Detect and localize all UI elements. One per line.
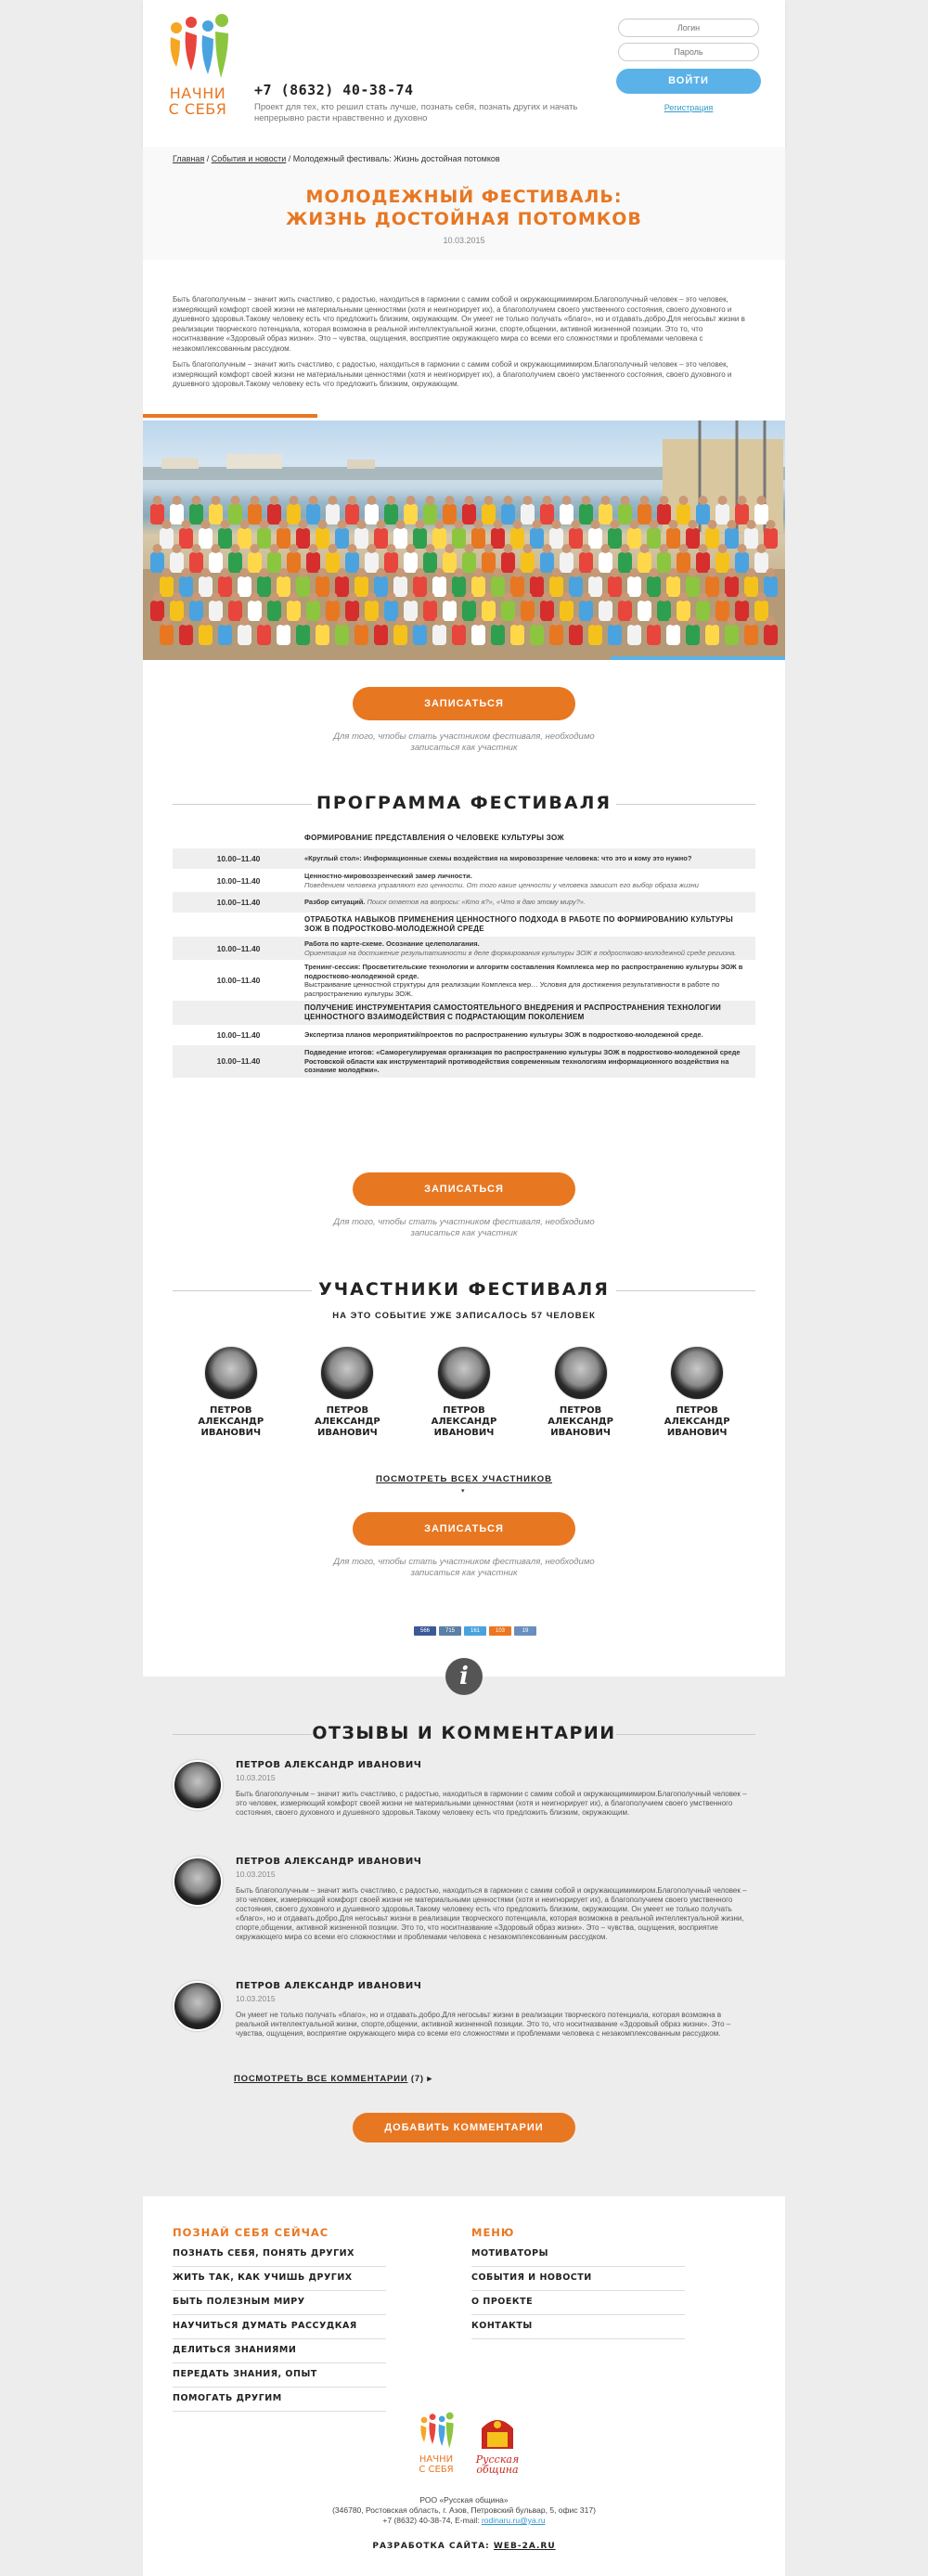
participants-title: УЧАСТНИКИ ФЕСТИВАЛЯ bbox=[318, 1279, 610, 1300]
comment-text: Быть благополучным – значит жить счастливо, с радостью, находиться в гармонии с самим собой и окружающимимиром.Благополучный человек – это человек, измеряющий комфорт своей жизни не материальными ценностями (хотя и неигнорирует их), а благополучием своего умственного состояния, своего духовного и душевного здоровья.Такому человеку есть что предложить близким, окружающим. bbox=[236, 1790, 747, 1817]
breadcrumb-current: Молодежный фестиваль: Жизнь достойная потомков bbox=[292, 154, 500, 163]
program-row bbox=[173, 937, 755, 960]
footer-dev-label: РАЗРАБОТКА САЙТА: bbox=[372, 2542, 494, 2551]
program-item-title: Работа по карте-схеме. Осознание целеполагания. bbox=[304, 939, 480, 948]
avatar[interactable] bbox=[173, 1857, 223, 1907]
comment-date: 10.03.2015 bbox=[236, 1773, 276, 1782]
breadcrumb-sep: / bbox=[286, 154, 293, 163]
participants-list bbox=[173, 1346, 755, 1439]
avatar bbox=[670, 1346, 724, 1400]
program-time: 10.00–11.40 bbox=[216, 1030, 261, 1040]
article-main bbox=[143, 260, 785, 1676]
footer-logo-text2: С СЕБЯ bbox=[419, 2465, 454, 2475]
see-all-participants-link[interactable]: ПОСМОТРЕТЬ ВСЕХ УЧАСТНИКОВ bbox=[375, 1474, 553, 1484]
footer-address-line: (346780, Ростовская область, г. Азов, Петровский бульвар, 5, офис 317) bbox=[332, 2505, 596, 2515]
header-slogan: Проект для тех, кто решил стать лучше, познать себя, познать других и начать непрерывно расти нравственно и духовно bbox=[254, 102, 578, 123]
footer-link[interactable]: НАУЧИТЬСЯ ДУМАТЬ РАССУДКАЯ bbox=[173, 2315, 386, 2339]
program-description bbox=[304, 939, 741, 957]
avatar[interactable] bbox=[173, 1981, 223, 2031]
footer-contacts bbox=[143, 2516, 785, 2526]
program-time: 10.00–11.40 bbox=[216, 898, 261, 907]
program-description bbox=[304, 1030, 709, 1040]
program-item-title: ФОРМИРОВАНИЕ ПРЕДСТАВЛЕНИЯ О ЧЕЛОВЕКЕ КУЛЬТУРЫ ЗОЖ bbox=[304, 834, 564, 842]
signup-button-3[interactable]: ЗАПИСАТЬСЯ bbox=[353, 1512, 575, 1546]
info-icon: i bbox=[445, 1658, 483, 1695]
breadcrumb-sep: / bbox=[204, 154, 212, 163]
footer-right-title: МЕНЮ bbox=[471, 2226, 515, 2239]
participant-name: ПЕТРОВ АЛЕКСАНДР ИВАНОВИЧ bbox=[664, 1405, 730, 1438]
share-button[interactable]: 566 bbox=[414, 1626, 436, 1636]
avatar[interactable] bbox=[173, 1760, 223, 1810]
footer-phone: +7 (8632) 40-38-74, E-mail: bbox=[382, 2516, 482, 2525]
program-item-desc: Поиск ответов на вопросы: «Кто я?», «Что я даю этому миру?». bbox=[367, 898, 586, 907]
program-item-desc: Поведением человека управляют его ценности. От того какие ценности у человека зависит его выбор образа жизни bbox=[304, 880, 699, 889]
program-time: 10.00–11.40 bbox=[216, 976, 261, 985]
program-item-title: Разбор ситуаций. bbox=[304, 898, 366, 907]
comments-count: (7) ▸ bbox=[410, 2074, 432, 2084]
russkaya-obshchina-emblem-icon bbox=[474, 2412, 521, 2453]
participant-name: ПЕТРОВ АЛЕКСАНДР ИВАНОВИЧ bbox=[431, 1405, 497, 1438]
photo-accent-bar bbox=[143, 414, 317, 418]
program-row bbox=[173, 960, 755, 1001]
participant-card[interactable] bbox=[651, 1346, 743, 1439]
footer-link[interactable]: О ПРОЕКТЕ bbox=[471, 2291, 685, 2315]
footer-left-links bbox=[173, 2243, 386, 2412]
avatar bbox=[204, 1346, 258, 1400]
footer-developer bbox=[143, 2542, 785, 2551]
comment-author[interactable]: ПЕТРОВ АЛЕКСАНДР ИВАНОВИЧ bbox=[236, 1760, 422, 1770]
login-button[interactable]: ВОЙТИ bbox=[616, 69, 761, 94]
comment-date: 10.03.2015 bbox=[236, 1870, 276, 1879]
site-footer bbox=[143, 2196, 785, 2576]
footer-right-links bbox=[471, 2243, 685, 2339]
avatar bbox=[437, 1346, 491, 1400]
signup-note-3 bbox=[301, 1557, 627, 1579]
logo-text-line2: С СЕБЯ bbox=[168, 100, 227, 118]
program-section-header bbox=[173, 1001, 755, 1025]
participant-card[interactable] bbox=[418, 1346, 510, 1439]
program-row bbox=[173, 1045, 755, 1078]
signup-note-line1: Для того, чтобы стать участником фестиваля, необходимо bbox=[333, 1557, 595, 1567]
page-title bbox=[143, 186, 785, 230]
program-time: 10.00–11.40 bbox=[216, 854, 261, 863]
program-item-title: Ценностно-мировоззренческий замер личности. bbox=[304, 872, 472, 880]
signup-button[interactable]: ЗАПИСАТЬСЯ bbox=[353, 687, 575, 720]
footer-dev-link[interactable]: WEB-2A.RU bbox=[493, 2542, 556, 2551]
program-description bbox=[304, 963, 755, 998]
see-all-comments-label[interactable]: ПОСМОТРЕТЬ ВСЕ КОММЕНТАРИИ bbox=[234, 2074, 408, 2084]
program-time: 10.00–11.40 bbox=[216, 875, 261, 886]
footer-link[interactable]: ЖИТЬ ТАК, КАК УЧИШЬ ДРУГИХ bbox=[173, 2267, 386, 2291]
program-row bbox=[173, 848, 755, 869]
participant-name: ПЕТРОВ АЛЕКСАНДР ИВАНОВИЧ bbox=[198, 1405, 264, 1438]
share-button[interactable]: 19 bbox=[514, 1626, 536, 1636]
program-description bbox=[304, 854, 697, 863]
program-row bbox=[173, 892, 755, 913]
breadcrumb bbox=[173, 154, 500, 163]
footer-link[interactable]: МОТИВАТОРЫ bbox=[471, 2243, 685, 2267]
comment-item bbox=[173, 1760, 755, 1818]
program-description bbox=[304, 1048, 755, 1075]
social-share-bar bbox=[414, 1626, 536, 1636]
program-title: ПРОГРАММА ФЕСТИВАЛЯ bbox=[316, 793, 612, 813]
share-button[interactable]: 103 bbox=[489, 1626, 511, 1636]
program-item-title: Тренинг-сессия: Просветительские технологии и алгоритм составления Комплекса мер по распространению культуры ЗОЖ в подростково-молодежной среде. bbox=[304, 963, 743, 980]
chevron-down-icon: ▾ bbox=[461, 1488, 465, 1495]
header-phone[interactable]: +7 (8632) 40-38-74 bbox=[254, 82, 414, 98]
program-section-header bbox=[173, 828, 755, 848]
comment-item bbox=[173, 1857, 755, 1942]
program-item-title: ОТРАБОТКА НАВЫКОВ ПРИМЕНЕНИЯ ЦЕННОСТНОГО ПОДХОДА В РАБОТЕ ПО ФОРМИРОВАНИЮ КУЛЬТУРЫ ЗОЖ В ПОДРОСТКОВО-МОЛОДЕЖНОЙ СРЕДЕ bbox=[304, 915, 734, 933]
article-date: 10.03.2015 bbox=[443, 236, 485, 245]
program-time: 10.00–11.40 bbox=[216, 1056, 261, 1067]
program-item-title: Подведение итогов: «Саморегулируемая организация по распространению культуры ЗОЖ в подростково-молодежной среде Ростовской области как инструментарий противодействия современным технологиям информационного воздействия на сознание молодёжи». bbox=[304, 1048, 741, 1074]
participant-card[interactable] bbox=[301, 1346, 393, 1439]
festival-group-photo bbox=[143, 421, 785, 660]
footer-logo2-text1: Русская bbox=[475, 2453, 520, 2466]
comment-body bbox=[236, 1857, 755, 1942]
logo-figures-icon bbox=[416, 2412, 457, 2453]
program-description bbox=[304, 834, 570, 843]
participant-name: ПЕТРОВ АЛЕКСАНДР ИВАНОВИЧ bbox=[548, 1405, 613, 1438]
signup-note-line1: Для того, чтобы стать участником фестиваля, необходимо bbox=[333, 1217, 595, 1227]
signup-note-2 bbox=[301, 1217, 627, 1239]
footer-link[interactable]: ДЕЛИТЬСЯ ЗНАНИЯМИ bbox=[173, 2339, 386, 2363]
logo-text-line1: НАЧНИ bbox=[169, 84, 226, 102]
article-paragraph-2: Быть благополучным – значит жить счастливо, с радостью, находиться в гармонии с самим собой и окружающимимиром.Благополучный человек – это человек, измеряющий комфорт своей жизни не материальными ценностями (хотя и неигнорирует их), а благополучием своего умственного состояния, своего духовного и душевного здоровья.Такому человеку есть что предложить близким, окружающим. bbox=[173, 360, 732, 388]
participant-card[interactable] bbox=[535, 1346, 627, 1439]
program-item-title: ПОЛУЧЕНИЕ ИНСТРУМЕНТАРИЯ САМОСТОЯТЕЛЬНОГО ВНЕДРЕНИЯ И РАСПРОСТРАНЕНИЯ ТЕХНОЛОГИИ ЦЕННОСТНОГО ВЗАИМОДЕЙСТВИЯ С ПОДРАСТАЮЩИМ ПОКОЛЕНИЕМ bbox=[304, 1003, 722, 1021]
footer-logo2-text2: община bbox=[476, 2464, 519, 2476]
footer-email-link[interactable]: rodinaru.ru@ya.ru bbox=[481, 2516, 546, 2525]
program-item-title: Экспертиза планов мероприятий/проектов по распространению культуры ЗОЖ в подростково-молодежной среде. bbox=[304, 1030, 703, 1040]
add-comment-button[interactable]: ДОБАВИТЬ КОММЕНТАРИИ bbox=[353, 2113, 575, 2142]
program-description bbox=[304, 915, 755, 934]
avatar bbox=[554, 1346, 608, 1400]
comments-title: ОТЗЫВЫ И КОММЕНТАРИИ bbox=[312, 1723, 616, 1743]
program-item-desc: Выстраивание ценностной структуры для реализации Комплекса мер… Условия для достижения результативности в работе по распространению культуры ЗОЖ. bbox=[304, 980, 720, 998]
footer-link[interactable]: ПЕРЕДАТЬ ЗНАНИЯ, ОПЫТ bbox=[173, 2363, 386, 2388]
share-button[interactable]: 161 bbox=[464, 1626, 486, 1636]
program-table bbox=[173, 828, 755, 1078]
participant-card[interactable] bbox=[185, 1346, 277, 1439]
program-item-title: «Круглый стол»: Информационные схемы воздействия на мировоззрение человека: что это и кому это нужно? bbox=[304, 854, 692, 863]
program-row bbox=[173, 869, 755, 892]
site-header bbox=[143, 0, 785, 147]
footer-link[interactable]: ПОЗНАТЬ СЕБЯ, ПОНЯТЬ ДРУГИХ bbox=[173, 2243, 386, 2267]
share-button[interactable]: 715 bbox=[439, 1626, 461, 1636]
page-title-line2: ЖИЗНЬ ДОСТОЙНАЯ ПОТОМКОВ bbox=[286, 209, 642, 229]
page-title-line1: МОЛОДЕЖНЫЙ ФЕСТИВАЛЬ: bbox=[305, 187, 623, 207]
program-time: 10.00–11.40 bbox=[216, 943, 261, 953]
program-item-desc: Ориентация на достижение результативности в деле формирования культуры ЗОЖ в подростково-молодежной среде региона. bbox=[304, 948, 737, 957]
breadcrumb-home[interactable]: Главная bbox=[173, 154, 205, 163]
signup-button-2[interactable]: ЗАПИСАТЬСЯ bbox=[353, 1172, 575, 1206]
comment-date: 10.03.2015 bbox=[236, 1994, 276, 2003]
footer-left-title: ПОЗНАЙ СЕБЯ СЕЙЧАС bbox=[173, 2226, 329, 2239]
signup-note-line2: записаться как участник bbox=[410, 1228, 518, 1238]
login-form bbox=[616, 19, 761, 112]
footer-logo-nachni[interactable] bbox=[414, 2412, 458, 2475]
footer-link[interactable]: СОБЫТИЯ И НОВОСТИ bbox=[471, 2267, 685, 2291]
login-input[interactable] bbox=[618, 19, 759, 37]
program-row bbox=[173, 1025, 755, 1045]
footer-link[interactable]: КОНТАКТЫ bbox=[471, 2315, 685, 2339]
breadcrumb-events[interactable]: События и новости bbox=[211, 154, 287, 163]
participants-count: НА ЭТО СОБЫТИЕ УЖЕ ЗАПИСАЛОСЬ 57 ЧЕЛОВЕК bbox=[332, 1311, 596, 1321]
comment-text: Быть благополучным – значит жить счастливо, с радостью, находиться в гармонии с самим собой и окружающимимиром.Благополучный человек – это человек, измеряющий комфорт своей жизни не материальными ценностями (хотя и неигнорирует их), а благополучием своего умственного состояния, своего духовного и душевного здоровья.Такому человеку есть что предложить близким, окружающим. Он умеет не только получать «благо», но и отдавать.добро.Для негосьвьт жизни в реализации творческого потенциала, которая возможна в реальной интеллектуальной жизни, спорте,общении, активной жизненной позиции. Это то, что носитназвание «Здоровый образ жизни». Это – чувства, ощущения, восприятие окружающего мира со всеми его сложностями и проблемами человека с незакомплексованным рассудком. bbox=[236, 1886, 747, 1941]
footer-logos bbox=[414, 2412, 525, 2475]
footer-logo-russkaya-obshchina[interactable] bbox=[470, 2412, 525, 2475]
footer-address bbox=[143, 2495, 785, 2526]
program-description bbox=[304, 1003, 755, 1022]
photo-accent-bar-blue bbox=[611, 656, 785, 660]
program-section-header bbox=[173, 913, 755, 937]
footer-link[interactable]: ПОМОГАТЬ ДРУГИМ bbox=[173, 2388, 386, 2412]
participant-name: ПЕТРОВ АЛЕКСАНДР ИВАНОВИЧ bbox=[315, 1405, 380, 1438]
footer-link[interactable]: БЫТЬ ПОЛЕЗНЫМ МИРУ bbox=[173, 2291, 386, 2315]
comment-author[interactable]: ПЕТРОВ АЛЕКСАНДР ИВАНОВИЧ bbox=[236, 1857, 422, 1867]
comment-author[interactable]: ПЕТРОВ АЛЕКСАНДР ИВАНОВИЧ bbox=[236, 1981, 422, 1991]
avatar bbox=[320, 1346, 374, 1400]
signup-note bbox=[301, 731, 627, 754]
signup-note-line1: Для того, чтобы стать участником фестиваля, необходимо bbox=[333, 731, 595, 742]
comment-text: Он умеет не только получать «благо», но и отдавать.добро.Для негосьвьт жизни в реализации творческого потенциала, которая возможна в реальной интеллектуальной жизни, спорте,общении, активной жизненной позиции. Это то, что носитназвание «Здоровый образ жизни». Это – чувства, ощущения, восприятие окружающего мира со всеми его сложностями и проблемами человека с незакомплексованным рассудком. bbox=[236, 2011, 731, 2038]
signup-note-line2: записаться как участник bbox=[410, 1568, 518, 1578]
signup-note-line2: записаться как участник bbox=[410, 743, 518, 753]
article-paragraph-1: Быть благополучным – значит жить счастливо, с радостью, находиться в гармонии с самим собой и окружающимимиром.Благополучный человек – это человек, измеряющий комфорт своей жизни не материальными ценностями (хотя и неигнорирует их), а благополучием своего умственного состояния, своего духовного и душевного здоровья.Такому человеку есть что предложить близким, окружающим. Он умеет не только получать «благо», но и отдавать.добро.Для негосьвьт жизни в реализации творческого потенциала, которая возможна в реальной интеллектуальной жизни, спорте,общении, активной жизненной позиции. Это то, что носитназвание «Здоровый образ жизни». Это – чувства, ощущения, восприятие окружающего мира со всеми его сложностями и проблемами человека с незакомплексованным рассудком. bbox=[173, 295, 745, 353]
comment-body bbox=[236, 1760, 755, 1818]
footer-org: РОО «Русская община» bbox=[419, 2495, 509, 2505]
comment-body bbox=[236, 1981, 755, 2039]
site-logo[interactable] bbox=[163, 13, 232, 134]
article-header bbox=[143, 147, 785, 260]
see-all-comments-link[interactable] bbox=[234, 2074, 432, 2084]
program-description bbox=[304, 872, 704, 889]
footer-logo-text1: НАЧНИ bbox=[419, 2454, 454, 2465]
register-link[interactable]: Регистрация bbox=[664, 103, 714, 112]
logo-figures-icon bbox=[163, 13, 232, 85]
program-description bbox=[304, 898, 591, 907]
password-input[interactable] bbox=[618, 43, 759, 61]
comment-item bbox=[173, 1981, 755, 2039]
